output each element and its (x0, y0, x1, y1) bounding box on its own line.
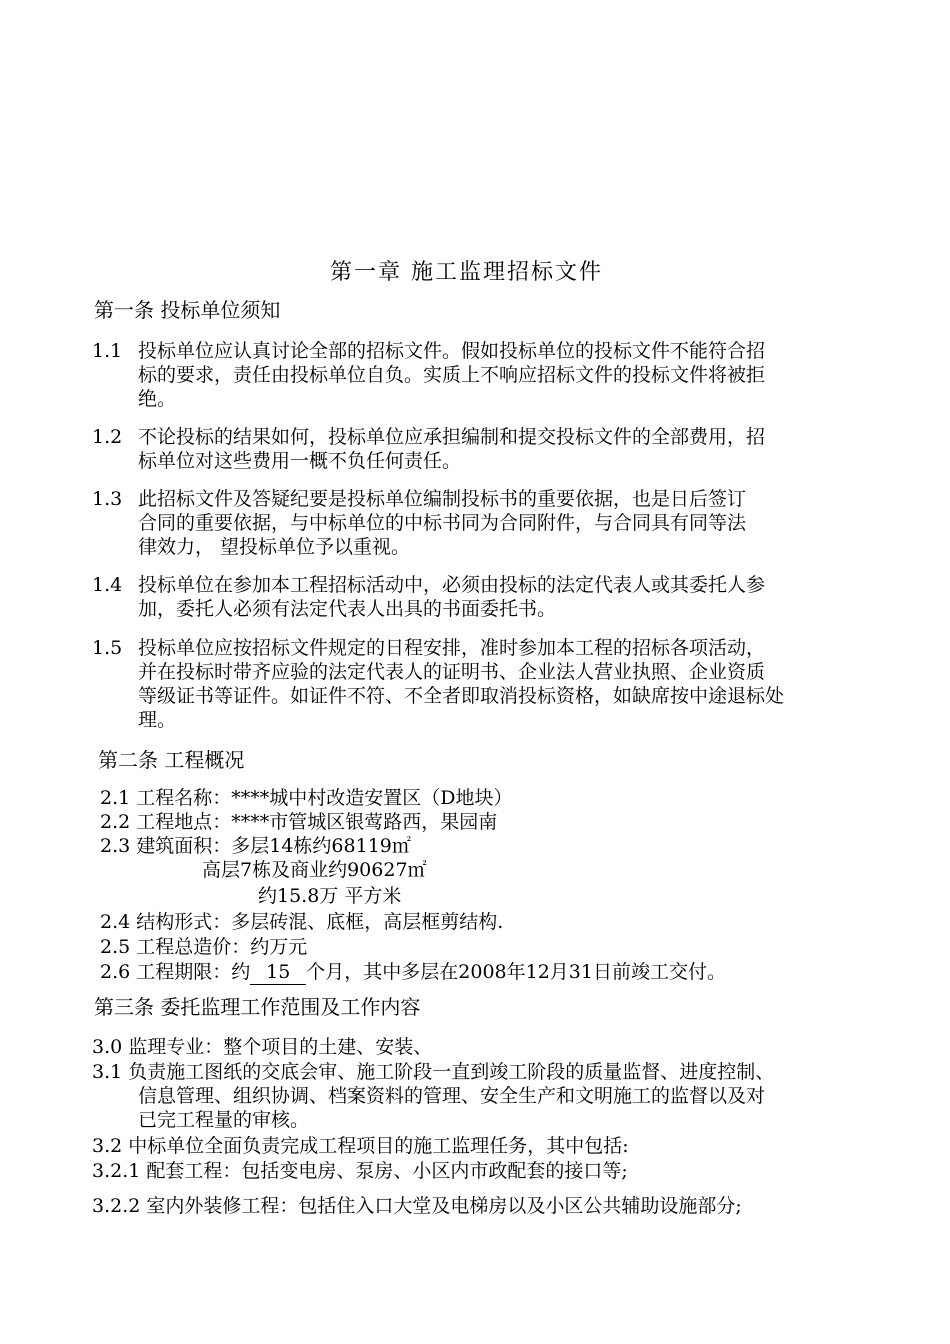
project-duration (100, 960, 726, 985)
item-line: 3.1 负责施工图纸的交底会审、施工阶段一直到竣工阶段的质量监督、进度控制、 (92, 1061, 775, 1083)
item-line: 标单位对这些费用一概不负任何责任。 (138, 450, 462, 472)
article-1-heading: 第一条 投标单位须知 (94, 298, 281, 322)
item-line: 3.2 中标单位全面负责完成工程项目的施工监理任务，其中包括: (92, 1135, 629, 1157)
item-line: 加，委托人必须有法定代表人出具的书面委托书。 (138, 598, 557, 620)
project-name: 2.1 工程名称：****城中村改造安置区（D地块） (100, 787, 513, 809)
chapter-title: 第一章 施工监理招标文件 (330, 260, 603, 285)
item-line: 此招标文件及答疑纪要是投标单位编制投标书的重要依据，也是日后签订 (138, 488, 747, 510)
item-line: 已完工程量的审核。 (138, 1109, 310, 1131)
article-3-heading: 第三条 委托监理工作范围及工作内容 (94, 995, 421, 1019)
item-line: 不论投标的结果如何，投标单位应承担编制和提交投标文件的全部费用，招 (138, 426, 766, 448)
duration-months-blank: 15 (250, 960, 306, 985)
item-line: 标的要求，责任由投标单位自负。实质上不响应招标文件的投标文件将被拒 (138, 364, 766, 386)
item-line: 投标单位应认真讨论全部的招标文件。假如投标单位的投标文件不能符合招 (138, 340, 766, 362)
item-line: 投标单位应按招标文件规定的日程安排，准时参加本工程的招标各项活动， (138, 637, 766, 659)
item-number: 1.5 (92, 637, 123, 659)
supervision-specialty: 3.0 监理专业：整个项目的土建、安装、 (92, 1036, 433, 1058)
total-cost: 2.5 工程总造价：约万元 (100, 936, 308, 958)
duration-detail: 个月，其中多层在2008年12月31日前竣工交付。 (306, 961, 726, 983)
item-line: 投标单位在参加本工程招标活动中，必须由投标的法定代表人或其委托人参 (138, 574, 766, 596)
item-number: 1.2 (92, 426, 123, 448)
item-number: 1.3 (92, 488, 123, 510)
item-number: 1.1 (92, 340, 123, 362)
building-area: 2.3 建筑面积：多层14栋约68119㎡ (100, 835, 411, 857)
item-line: 合同的重要依据，与中标单位的中标书同为合同附件，与合同具有同等法 (138, 512, 747, 534)
item-line: 3.2.1 配套工程：包括变电房、泵房、小区内市政配套的接口等; (92, 1160, 628, 1182)
item-line: 并在投标时带齐应验的法定代表人的证明书、企业法人营业执照、企业资质 (138, 661, 766, 683)
project-location: 2.2 工程地点：****市管城区银莺路西，果园南 (100, 811, 498, 833)
item-line: 绝。 (138, 388, 177, 410)
item-line: 理。 (138, 709, 177, 731)
item-number: 1.4 (92, 574, 123, 596)
article-2-heading: 第二条 工程概况 (98, 748, 245, 772)
duration-label: 2.6 工程期限：约 (100, 961, 251, 983)
building-area-highrise: 高层7栋及商业约90627㎡ (202, 859, 427, 881)
building-area-total: 约15.8万 平方米 (258, 885, 402, 907)
item-line: 律效力， 望投标单位予以重视。 (138, 536, 411, 558)
structure-type: 2.4 结构形式：多层砖混、底框，高层框剪结构. (100, 911, 504, 933)
item-line: 3.2.2 室内外装修工程：包括住入口大堂及电梯房以及小区公共辅助设施部分; (92, 1195, 742, 1217)
item-line: 等级证书等证件。如证件不符、不全者即取消投标资格，如缺席按中途退标处 (138, 685, 785, 707)
item-line: 信息管理、组织协调、档案资料的管理、安全生产和文明施工的监督以及对 (138, 1085, 766, 1107)
